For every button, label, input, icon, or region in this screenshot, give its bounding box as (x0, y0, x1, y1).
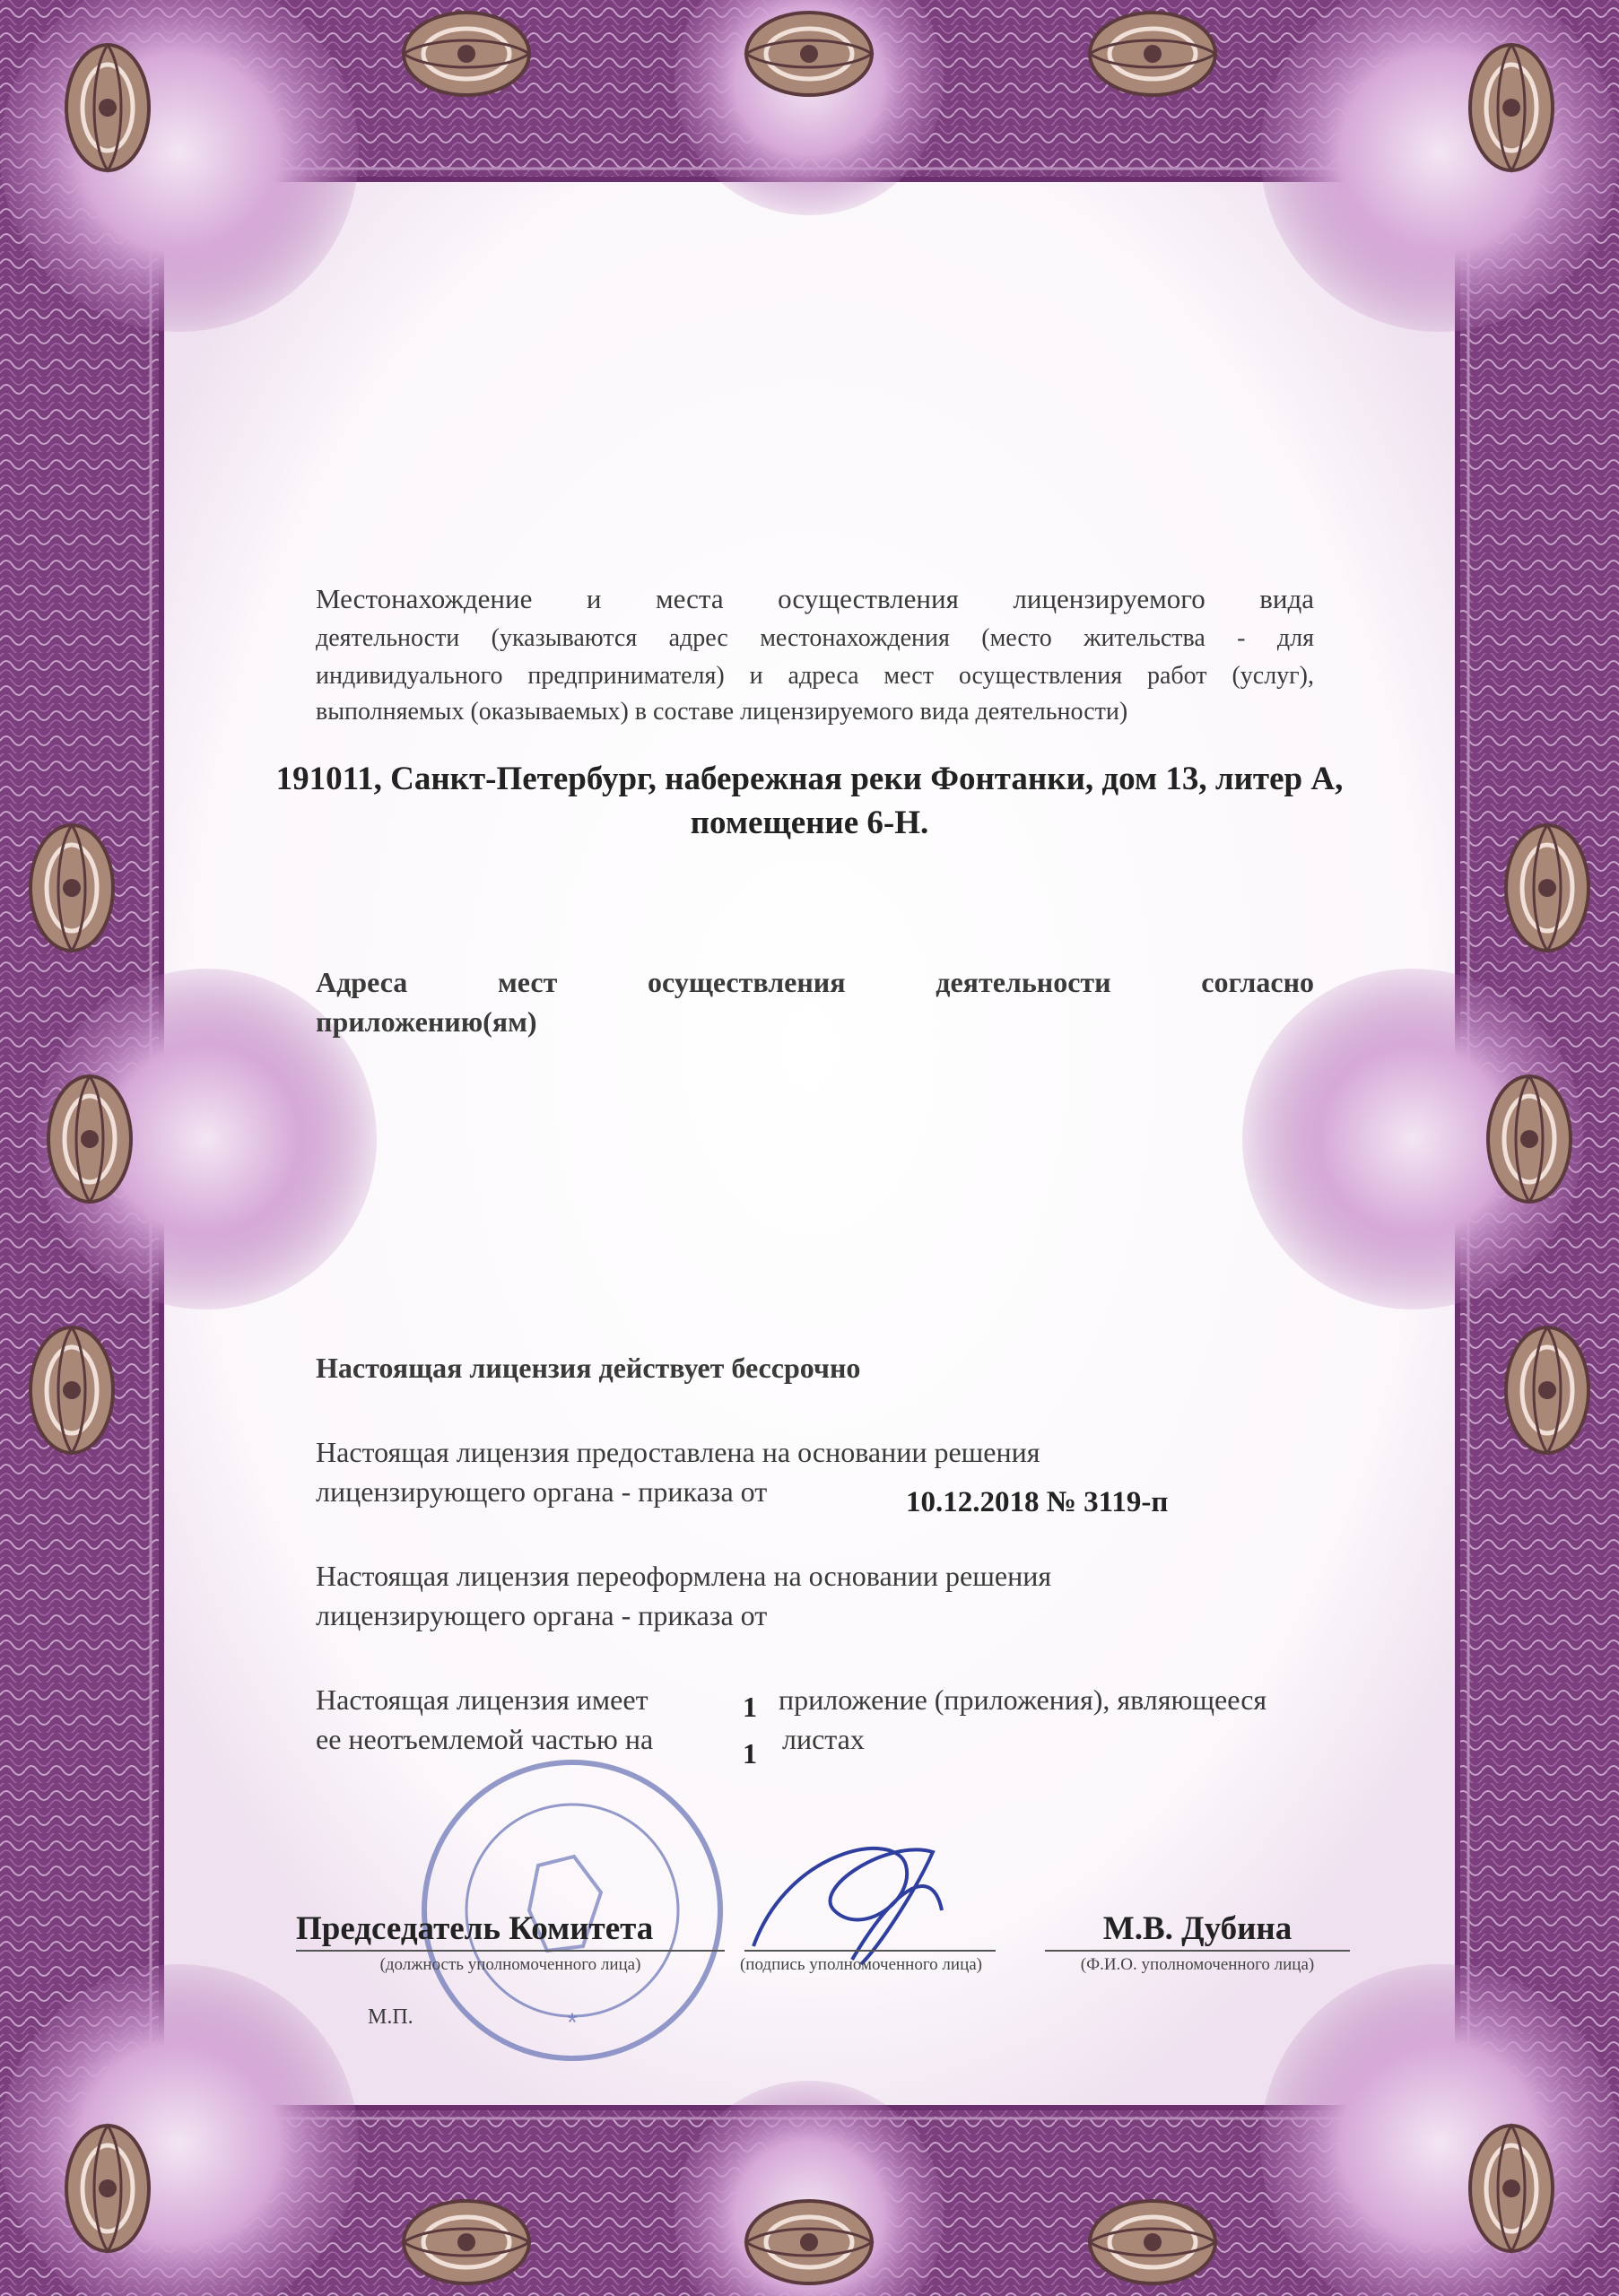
signature-caption: (подпись уполномоченного лица) (739, 1955, 982, 1974)
granted-line-2: лицензирующего органа - приказа от (316, 1475, 768, 1508)
signatory-position: Председатель Комитета (296, 1910, 654, 1947)
validity-statement: Настоящая лицензия действует бессрочно (316, 1352, 861, 1384)
appendices-line-2-left: ее неотъемлемой частью на (316, 1723, 654, 1755)
granted-line-1: Настоящая лицензия предоставлена на основании решения (316, 1436, 1040, 1468)
reissued-line-2: лицензирующего органа - приказа от (316, 1599, 768, 1631)
sheets-count: 1 (743, 1737, 757, 1770)
position-underline (296, 1950, 725, 1952)
position-caption: (должность уполномоченного лица) (379, 1955, 641, 1974)
name-caption: (Ф.И.О. уполномоченного лица) (1080, 1955, 1315, 1974)
location-heading-line-4: выполняемых (оказываемых) в составе лицензируемого вида деятельности) (316, 698, 1128, 726)
appendix-addresses-line-1: Адреса мест осуществления деятельности согласно (316, 966, 1314, 998)
appendices-line-2-right: листах (782, 1723, 865, 1755)
signatory-name: М.В. Дубина (1102, 1910, 1293, 1947)
appendix-addresses-line-2: приложению(ям) (316, 1005, 537, 1038)
address-line-2: помещение 6-Н. (690, 804, 929, 841)
appendices-line-1-right: приложение (приложения), являющееся (779, 1683, 1267, 1716)
name-underline (1045, 1950, 1350, 1952)
address-line-1: 191011, Санкт-Петербург, набережная реки Фонтанки, дом 13, литер А, (275, 761, 1344, 797)
location-heading-line-2: деятельности (указываются адрес местонахождения (место жительства - для (316, 624, 1314, 652)
appendices-count: 1 (743, 1691, 757, 1723)
location-heading-line-3: индивидуального предпринимателя) и адреса мест осуществления работ (услуг), (316, 662, 1314, 690)
signature-underline (744, 1950, 996, 1952)
stamp-place-label: М.П. (368, 2005, 413, 2029)
location-heading-line-1: Местонахождение и места осуществления лицензируемого вида (316, 583, 1314, 614)
reissued-line-1: Настоящая лицензия переоформлена на основании решения (316, 1560, 1052, 1592)
order-number: 10.12.2018 № 3119-п (906, 1486, 1169, 1518)
svg-text:*: * (567, 2008, 578, 2038)
appendices-line-1-left: Настоящая лицензия имеет (316, 1683, 648, 1716)
